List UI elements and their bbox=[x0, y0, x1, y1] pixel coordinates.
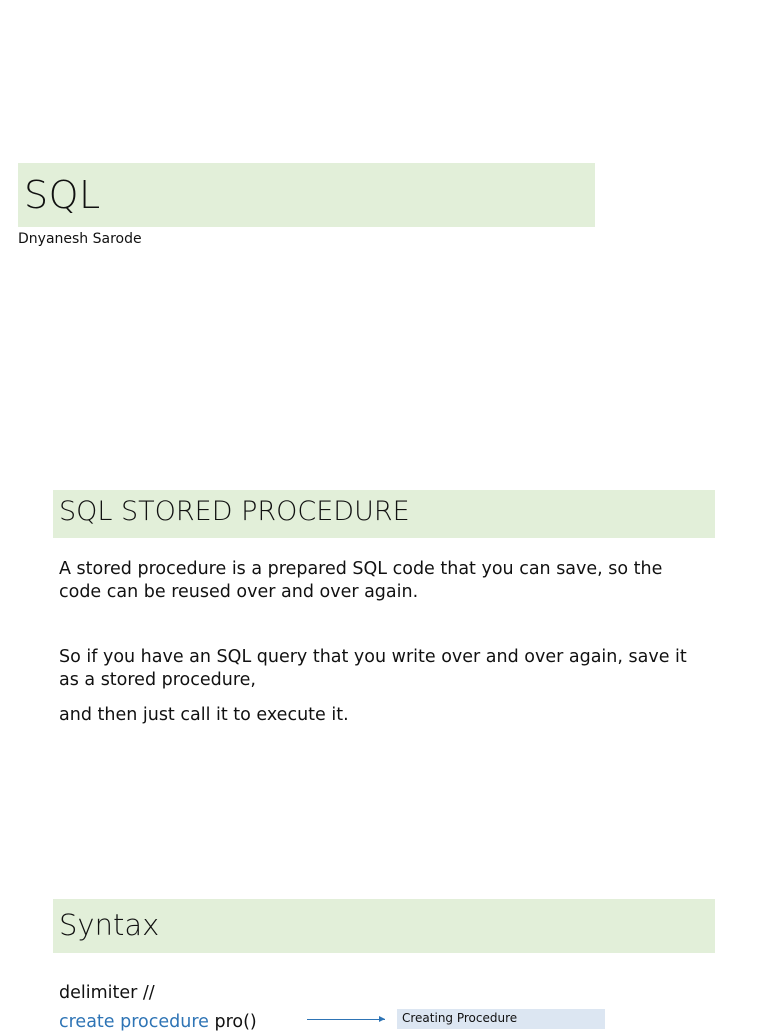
arrow-head-icon bbox=[379, 1016, 385, 1022]
title-banner bbox=[18, 163, 595, 227]
stored-procedure-heading: SQL STORED PROCEDURE bbox=[59, 496, 410, 527]
execute-paragraph: and then just call it to execute it. bbox=[59, 705, 349, 725]
page-title: SQL bbox=[24, 173, 101, 217]
code-keyword: create procedure bbox=[59, 1012, 209, 1032]
author-name: Dnyanesh Sarode bbox=[18, 231, 142, 247]
usage-paragraph: So if you have an SQL query that you write over and over again, save it as a stored procedure, bbox=[59, 647, 687, 690]
callout-arrow bbox=[307, 1019, 385, 1020]
stored-procedure-banner bbox=[53, 490, 715, 538]
syntax-banner bbox=[53, 899, 715, 953]
definition-paragraph: A stored procedure is a prepared SQL code that you can save, so the code can be reused over and over again. bbox=[59, 559, 663, 602]
callout-label: Creating Procedure bbox=[402, 1011, 518, 1025]
syntax-heading: Syntax bbox=[59, 908, 160, 942]
code-create-procedure-line bbox=[59, 1012, 257, 1032]
callout-box bbox=[397, 1009, 605, 1029]
code-procedure-name: pro() bbox=[208, 1012, 257, 1032]
code-delimiter-line: delimiter // bbox=[59, 983, 155, 1003]
